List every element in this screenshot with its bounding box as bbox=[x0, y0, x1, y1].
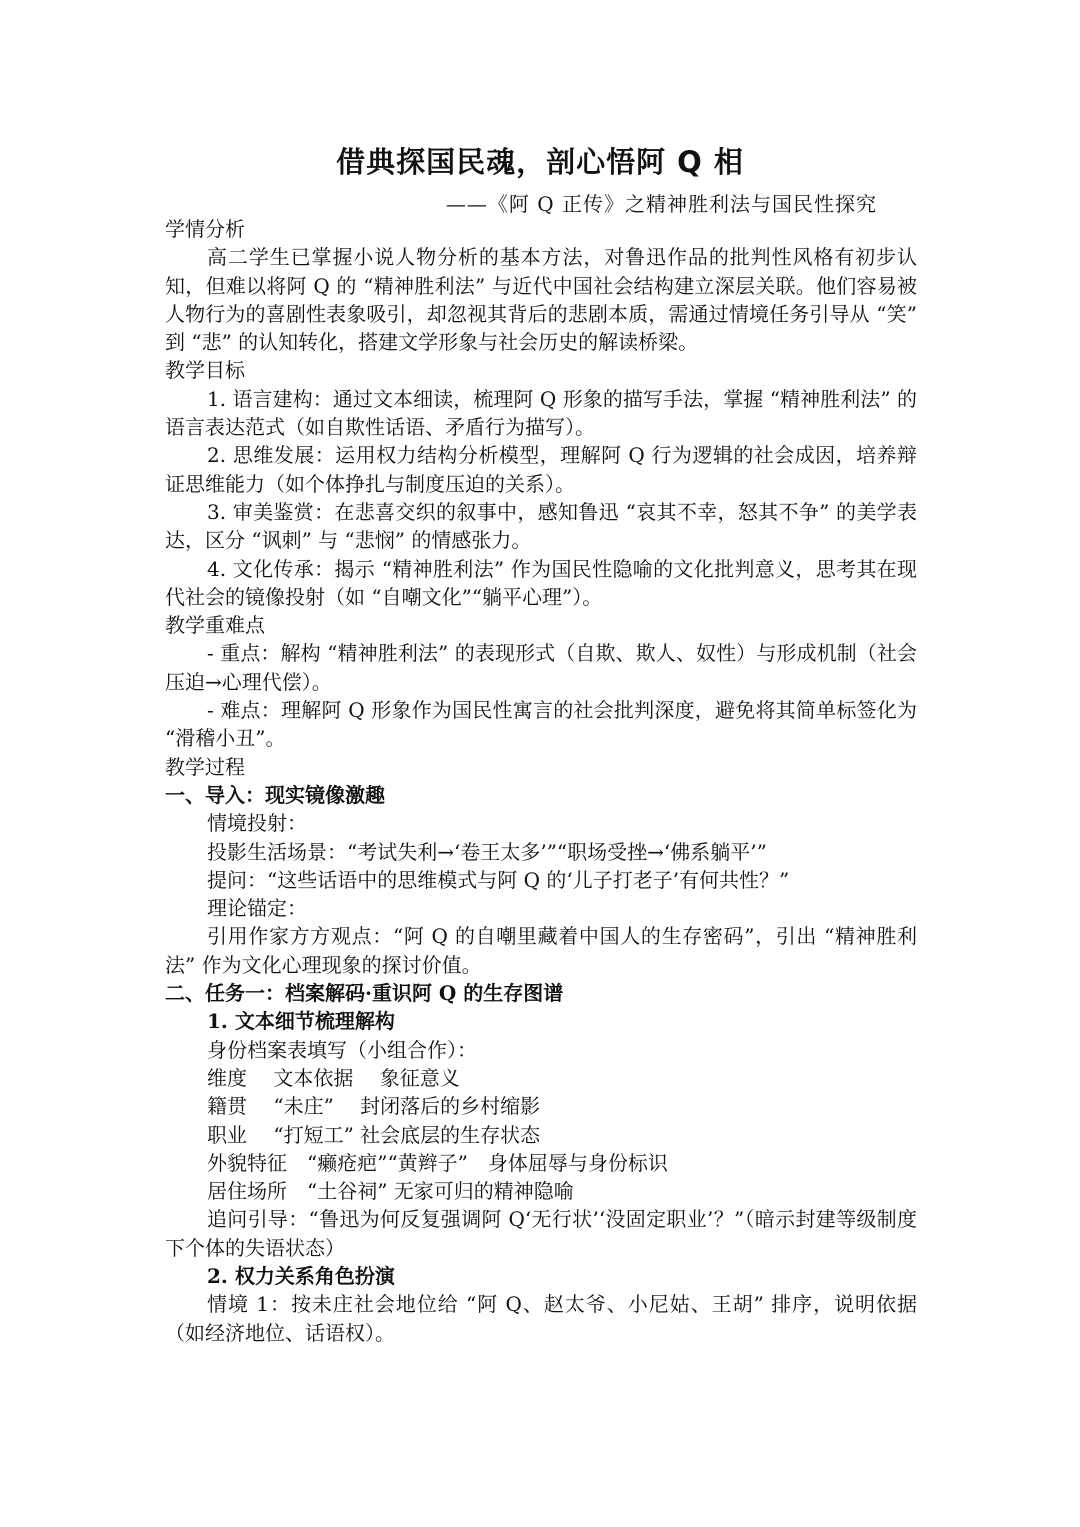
part2-heading: 二、任务一：档案解码·重识阿 Q 的生存图谱 bbox=[165, 981, 564, 1006]
goal-item: 2. 思维发展：运用权力结构分析模型，理解阿 Q 行为逻辑的社会成因，培养辩证思维能力（如个体挣扎与制度压迫的关系）。 bbox=[165, 443, 917, 496]
part1-heading: 一、导入：现实镜像激趣 bbox=[165, 782, 385, 807]
section-heading-keypoints: 教学重难点 bbox=[165, 613, 265, 638]
goal-item: 3. 审美鉴赏：在悲喜交织的叙事中，感知鲁迅 “哀其不幸，怒其不争” 的美学表达，区分 “讽刺” 与 “悲悯” 的情感张力。 bbox=[165, 499, 917, 553]
archive-line: 籍贯 “未庄” 封闭落后的乡村缩影 bbox=[207, 1094, 541, 1119]
archive-line: 身份档案表填写（小组合作）： bbox=[207, 1037, 477, 1062]
goal-item: 4. 文化传承：揭示 “精神胜利法” 作为国民性隐喻的文化批判意义，思考其在现代社会的镜像投射（如 “自嘲文化”“躺平心理”）。 bbox=[165, 556, 917, 609]
keypoint-item: - 重点：解构 “精神胜利法” 的表现形式（自欺、欺人、奴性）与形成机制（社会压迫→心理代偿）。 bbox=[165, 641, 917, 694]
section-heading-process: 教学过程 bbox=[165, 754, 245, 779]
page-subtitle: ——《阿 Q 正传》之精神胜利法与国民性探究 bbox=[445, 192, 877, 216]
part1-line: 情境投射： bbox=[207, 811, 307, 836]
part2-subheading: 1. 文本细节梳理解构 bbox=[207, 1009, 395, 1034]
part1-quote: 引用作家方方观点：“阿 Q 的自嘲里藏着中国人的生存密码”，引出 “精神胜利法” 作为文化心理现象的探讨价值。 bbox=[165, 924, 917, 977]
situation-paragraph: 高二学生已掌握小说人物分析的基本方法，对鲁迅作品的批判性风格有初步认知，但难以将阿 Q 的 “精神胜利法” 与近代中国社会结构建立深层关联。他们容易被人物行为的喜剧性表象吸引，却忽视其背后的悲剧本质，需通过情境任务引导从 “笑” 到 “悲” 的认知转化，搭建文学形象与社会历史的解读桥梁。 bbox=[165, 245, 917, 355]
archive-line: 居住场所 “土谷祠” 无家可归的精神隐喻 bbox=[207, 1179, 574, 1204]
page-title: 借典探国民魂，剖心悟阿 Q 相 bbox=[336, 145, 744, 179]
scene-paragraph: 情境 1：按未庄社会地位给 “阿 Q、赵太爷、小尼姑、王胡” 排序，说明依据（如经济地位、话语权）。 bbox=[165, 1292, 917, 1345]
part2-subheading: 2. 权力关系角色扮演 bbox=[207, 1263, 395, 1288]
part1-line: 投影生活场景：“考试失利→‘卷王太多’”“职场受挫→‘佛系躺平’” bbox=[207, 839, 767, 864]
followup-question: 追问引导：“鲁迅为何反复强调阿 Q‘无行状’‘没固定职业’？”（暗示封建等级制度下个体的失语状态） bbox=[165, 1207, 917, 1260]
keypoint-item: - 难点：理解阿 Q 形象作为国民性寓言的社会批判深度，避免将其简单标签化为 “滑稽小丑”。 bbox=[165, 698, 917, 751]
archive-line: 维度 文本依据 象征意义 bbox=[207, 1065, 460, 1090]
part1-line: 理论锚定： bbox=[207, 896, 307, 921]
archive-line: 职业 “打短工” 社会底层的生存状态 bbox=[207, 1122, 541, 1147]
document-body bbox=[165, 215, 917, 1347]
section-heading-goals: 教学目标 bbox=[165, 358, 245, 383]
goal-item: 1. 语言建构：通过文本细读，梳理阿 Q 形象的描写手法，掌握 “精神胜利法” 的语言表达范式（如自欺性话语、矛盾行为描写）。 bbox=[165, 386, 917, 440]
section-heading-situation: 学情分析 bbox=[165, 217, 245, 241]
archive-line: 外貌特征 “癞疮疤”“黄辫子” 身体屈辱与身份标识 bbox=[207, 1150, 668, 1175]
part1-line: 提问：“这些话语中的思维模式与阿 Q 的‘儿子打老子’有何共性？” bbox=[207, 867, 790, 892]
